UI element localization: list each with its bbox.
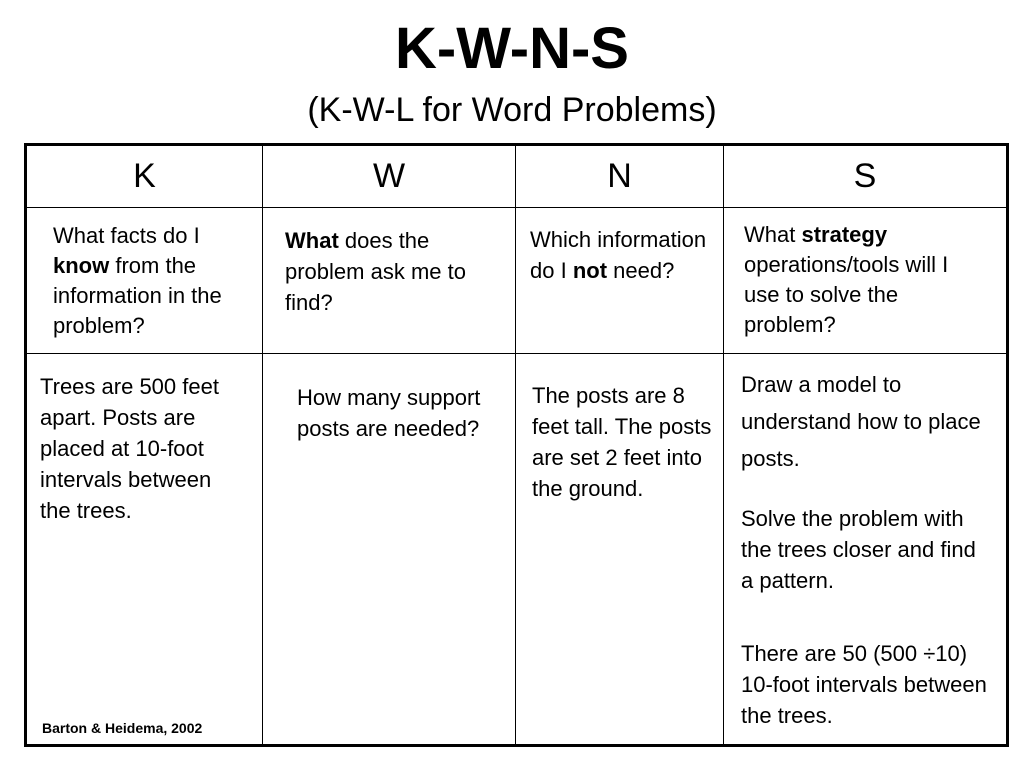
column-divider-1 <box>262 143 263 747</box>
answer-n: The posts are 8 feet tall. The posts are set 2 feet into the ground. <box>532 383 712 501</box>
answer-s-paragraph-3: There are 50 (500 ÷10) 10-foot intervals between the trees. <box>741 641 987 728</box>
answer-s <box>741 366 991 731</box>
answer-s-paragraph-2: Solve the problem with the trees closer and find a pattern. <box>741 506 976 593</box>
header-s: S <box>853 157 877 195</box>
header-k: K <box>133 157 156 195</box>
slide-subtitle: (K-W-L for Word Problems) <box>307 91 717 129</box>
citation: Barton & Heidema, 2002 <box>42 720 203 736</box>
prompt-k <box>53 221 238 341</box>
header-w: W <box>372 157 406 195</box>
answer-w: How many support posts are needed? <box>297 385 481 441</box>
prompt-s-part-1: What <box>744 222 802 247</box>
prompt-k-part-2: from the information in the problem? <box>53 253 222 338</box>
row-divider-header <box>24 207 1009 208</box>
table-border-right <box>1006 143 1009 747</box>
column-divider-2 <box>515 143 516 747</box>
table-border-bottom <box>24 744 1009 747</box>
prompt-n-part-2: need? <box>607 258 675 283</box>
prompt-s-part-2: operations/tools will I use to solve the problem? <box>744 252 949 337</box>
column-divider-3 <box>723 143 724 747</box>
prompt-w-emphasis: What <box>285 228 339 253</box>
prompt-w-part-1: does the problem ask me to find? <box>285 228 466 315</box>
prompt-w <box>285 225 485 318</box>
header-n: N <box>607 157 632 195</box>
slide-title: K-W-N-S <box>395 16 629 81</box>
table-border-left <box>24 143 27 747</box>
prompt-n-emphasis: not <box>572 258 608 283</box>
prompt-s-emphasis: strategy <box>801 222 888 247</box>
table-border-top <box>24 143 1009 146</box>
answer-k: Trees are 500 feet apart. Posts are placed at 10-foot intervals between the trees. <box>40 374 219 523</box>
prompt-k-part-1: What facts do I <box>53 223 200 248</box>
prompt-n <box>530 224 720 286</box>
answer-s-paragraph-1: Draw a model to understand how to place posts. <box>741 372 981 471</box>
prompt-k-emphasis: know <box>53 253 110 278</box>
row-divider-prompts <box>24 353 1009 354</box>
prompt-n-part-1: Which information do I <box>530 227 707 283</box>
prompt-s <box>744 220 980 340</box>
